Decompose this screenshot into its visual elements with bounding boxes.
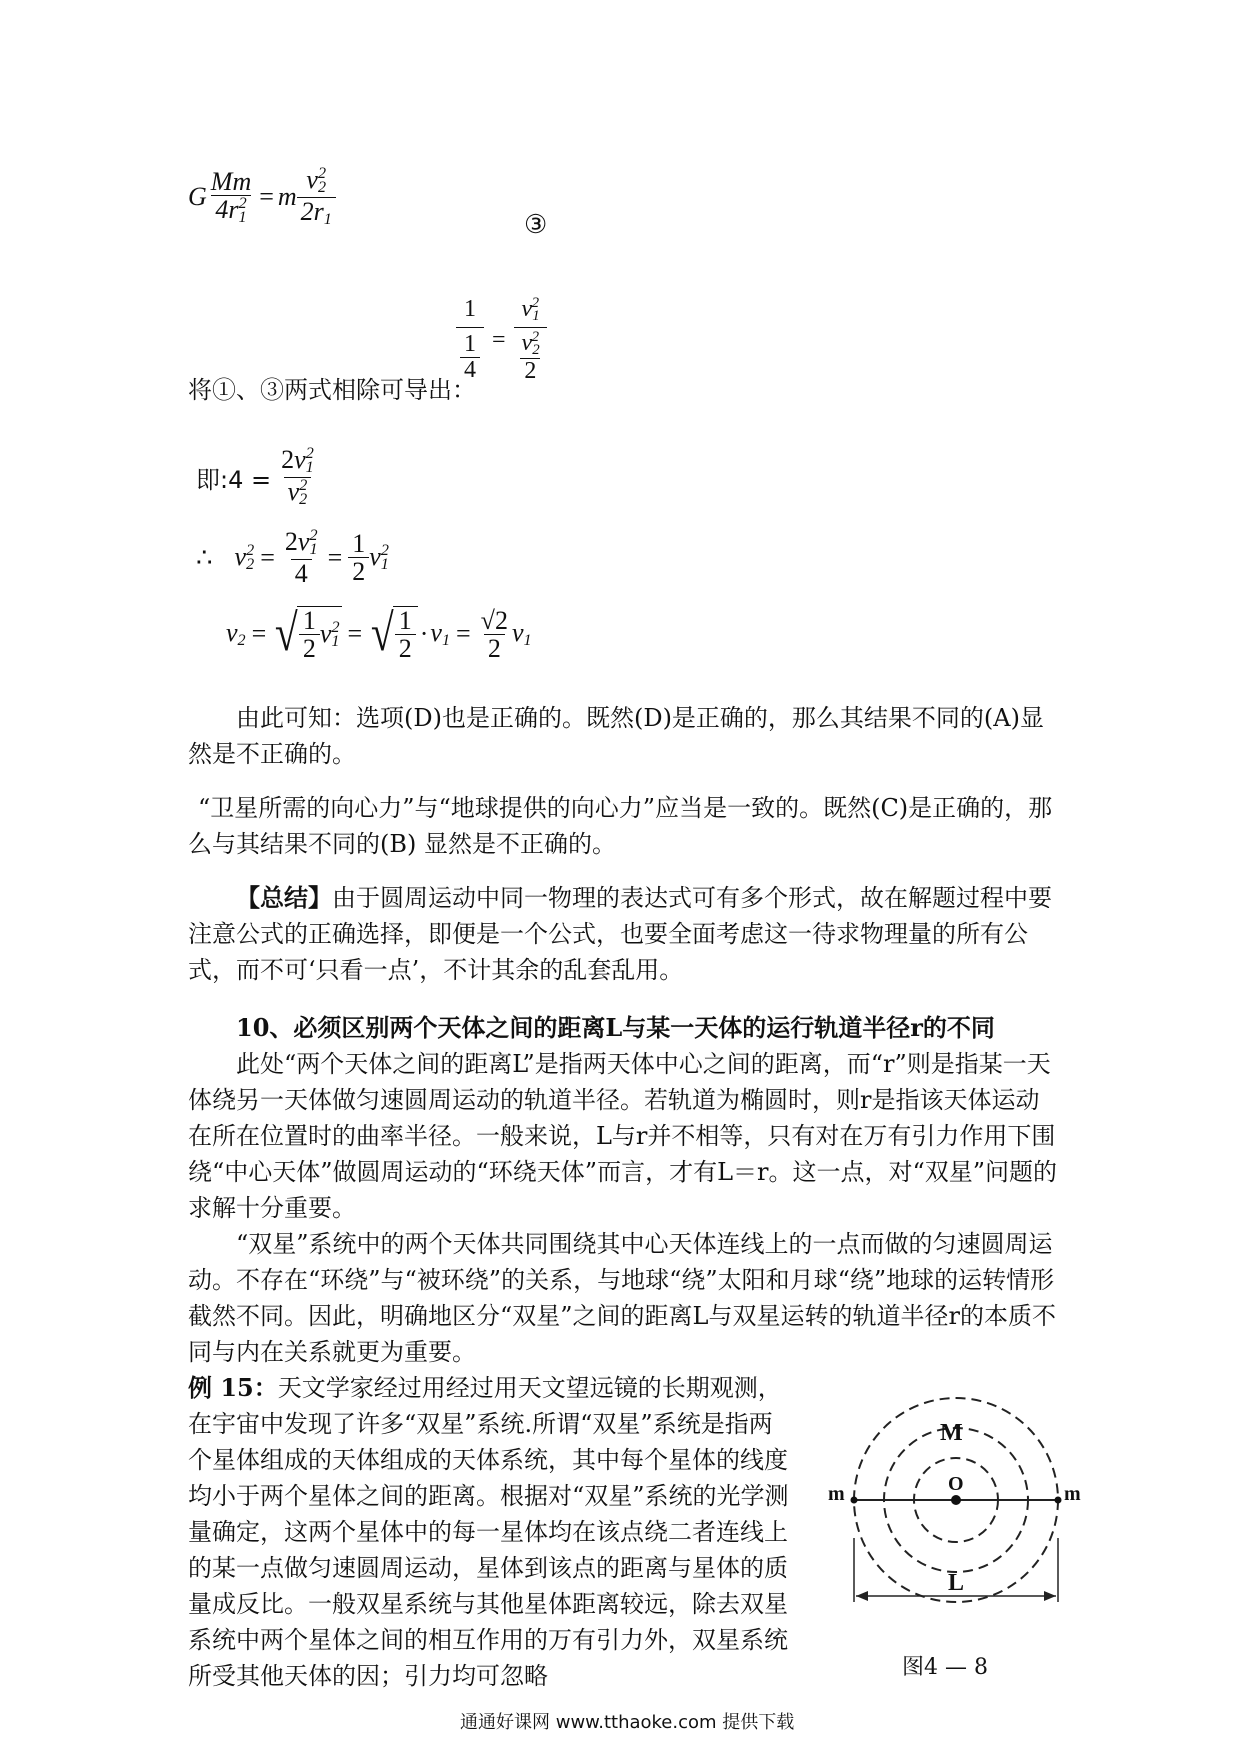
eq3-left-numerator: Mm	[210, 166, 252, 196]
label-M: M	[940, 1420, 963, 1446]
example-text: 天文学家经过用经过用天文望远镜的长期观测，在宇宙中发现了许多“双星”系统.所谓“双星”系统是指两个星体组成的天体组成的天体系统，其中每个星体的线度均小于两个星体之间的距离。根据对“双星”系统的光学测量确定，这两个星体中的每一星体均在该点绕二者连线上的某一点做匀速圆周运动，星体到该点的距离与星体的质量成反比。一般双星系统与其他星体距离较远，除去双星系统中两个星体之间的相互作用的万有引力外，双星系统所受其他天体的因；引力均可忽略	[188, 1374, 789, 1690]
therefore-symbol: ∴	[196, 542, 213, 572]
summary-label: 【总结】	[236, 883, 332, 912]
derivation-line-1: 即:4 = $\frac{2v_1^2}{v_2^2}$	[196, 446, 318, 509]
ratio-quarter: $\frac{1}{4}$	[460, 332, 480, 383]
section-heading-10: 10、必须区别两个天体之间的距离L与某一天体的运行轨道半径r的不同	[236, 1013, 995, 1042]
derivation-line-2: ∴ $v_2^2$ = $\frac{2v_1^2}{4}$ = $\frac{1}{2}$ $v_1^2$	[196, 527, 389, 588]
star-right	[1055, 1497, 1062, 1504]
sqrt-half-v1sq: √ $\frac{1}{2}$ $v_1^2$	[275, 605, 340, 664]
star-left	[851, 1497, 858, 1504]
equation-marker-3: ③	[524, 210, 548, 240]
page-footer: 通通好课网 www.tthaoke.com 提供下载	[460, 1712, 795, 1733]
ratio-right-fraction: $\frac{v_1^2}{\frac{v_2^2}{2}}$	[514, 296, 548, 384]
derivation-line-3: $v_2$ = √ $\frac{1}{2}$ $v_1^2$ = √ $\frac{1}{2}$ · $v_1$ = $\frac{√2}{2}$ $v_1$	[226, 605, 532, 664]
ratio-equals: =	[492, 326, 506, 353]
paragraph-summary	[188, 880, 1058, 988]
eq3-right-denominator: $2r_1$	[297, 197, 336, 229]
eq3-equals: =	[259, 182, 274, 212]
label-m-left: m	[828, 1483, 845, 1505]
figure-double-star-diagram	[826, 1378, 1126, 1658]
eq3-left-denominator: $4r_1^2$	[211, 195, 250, 227]
eq3-G: G	[188, 182, 207, 212]
sqrt-half: √ $\frac{1}{2}$	[368, 606, 418, 663]
eq3-m: m	[277, 182, 297, 212]
eq3-right-numerator: $v_2^2$	[306, 165, 327, 196]
paragraph-double-star: “双星”系统中的两个天体共同围绕其中心天体连线上的一点而做的匀速圆周运动。不存在“环绕”与“被环绕”的关系，与地球“绕”太阳和月球“绕”地球的运转情形截然不同。因此，明确地区分“双星”之间的距离L与双星运转的轨道半径r的本质不同与内在关系就更为重要。	[188, 1230, 1056, 1366]
l-arrow-right	[1044, 1591, 1056, 1601]
derivation-line1-fraction: $\frac{2v_1^2}{v_2^2}$	[281, 445, 314, 508]
paragraph-centripetal: “卫星所需的向心力”与“地球提供的向心力”应当是一致的。既然(C)是正确的，那么与其结果不同的(B) 显然是不正确的。	[188, 794, 1053, 858]
center-point-o	[951, 1495, 961, 1505]
l-arrow-left	[856, 1591, 868, 1601]
eq3-left-fraction	[207, 168, 255, 227]
ratio-lead-text: 将①、③两式相除可导出：	[188, 376, 476, 404]
eq3-right-fraction	[297, 166, 336, 229]
equation-3	[188, 166, 336, 229]
paragraph-distance-definition: 此处“两个天体之间的距离L”是指两天体中心之间的距离，而“r”则是指某一天体绕另一天体做匀速圆周运动的轨道半径。若轨道为椭圆时，则r是指该天体运动在所在位置时的曲率半径。一般来说，L与r并不相等，只有对在万有引力作用下围绕“中心天体”做圆周运动的“环绕天体”而言，才有L＝r。这一点，对“双星”问题的求解十分重要。	[188, 1050, 1058, 1222]
ratio-v2-half: $\frac{v_2^2}{2}$	[521, 328, 540, 385]
ratio-left-fraction: $\frac{1}{\frac{1}{4}}$	[456, 297, 484, 383]
paragraph-d-correct: 由此可知：选项(D)也是正确的。既然(D)是正确的，那么其结果不同的(A)显然是不正确的。	[188, 704, 1044, 768]
ratio-equation	[456, 296, 547, 384]
summary-text: 由于圆周运动中同一物理的表达式可有多个形式，故在解题过程中要注意公式的正确选择，即便是一个公式，也要全面考虑这一待求物理量的所有公式，而不可‘只看一点’，不计其余的乱套乱用。	[188, 884, 1052, 984]
example-15	[188, 1370, 792, 1694]
label-L: L	[948, 1570, 965, 1596]
figure-caption: 图4 — 8	[902, 1655, 988, 1680]
label-m-right: m	[1064, 1483, 1081, 1505]
example-label: 例 15：	[188, 1373, 278, 1402]
label-O: O	[948, 1473, 964, 1495]
